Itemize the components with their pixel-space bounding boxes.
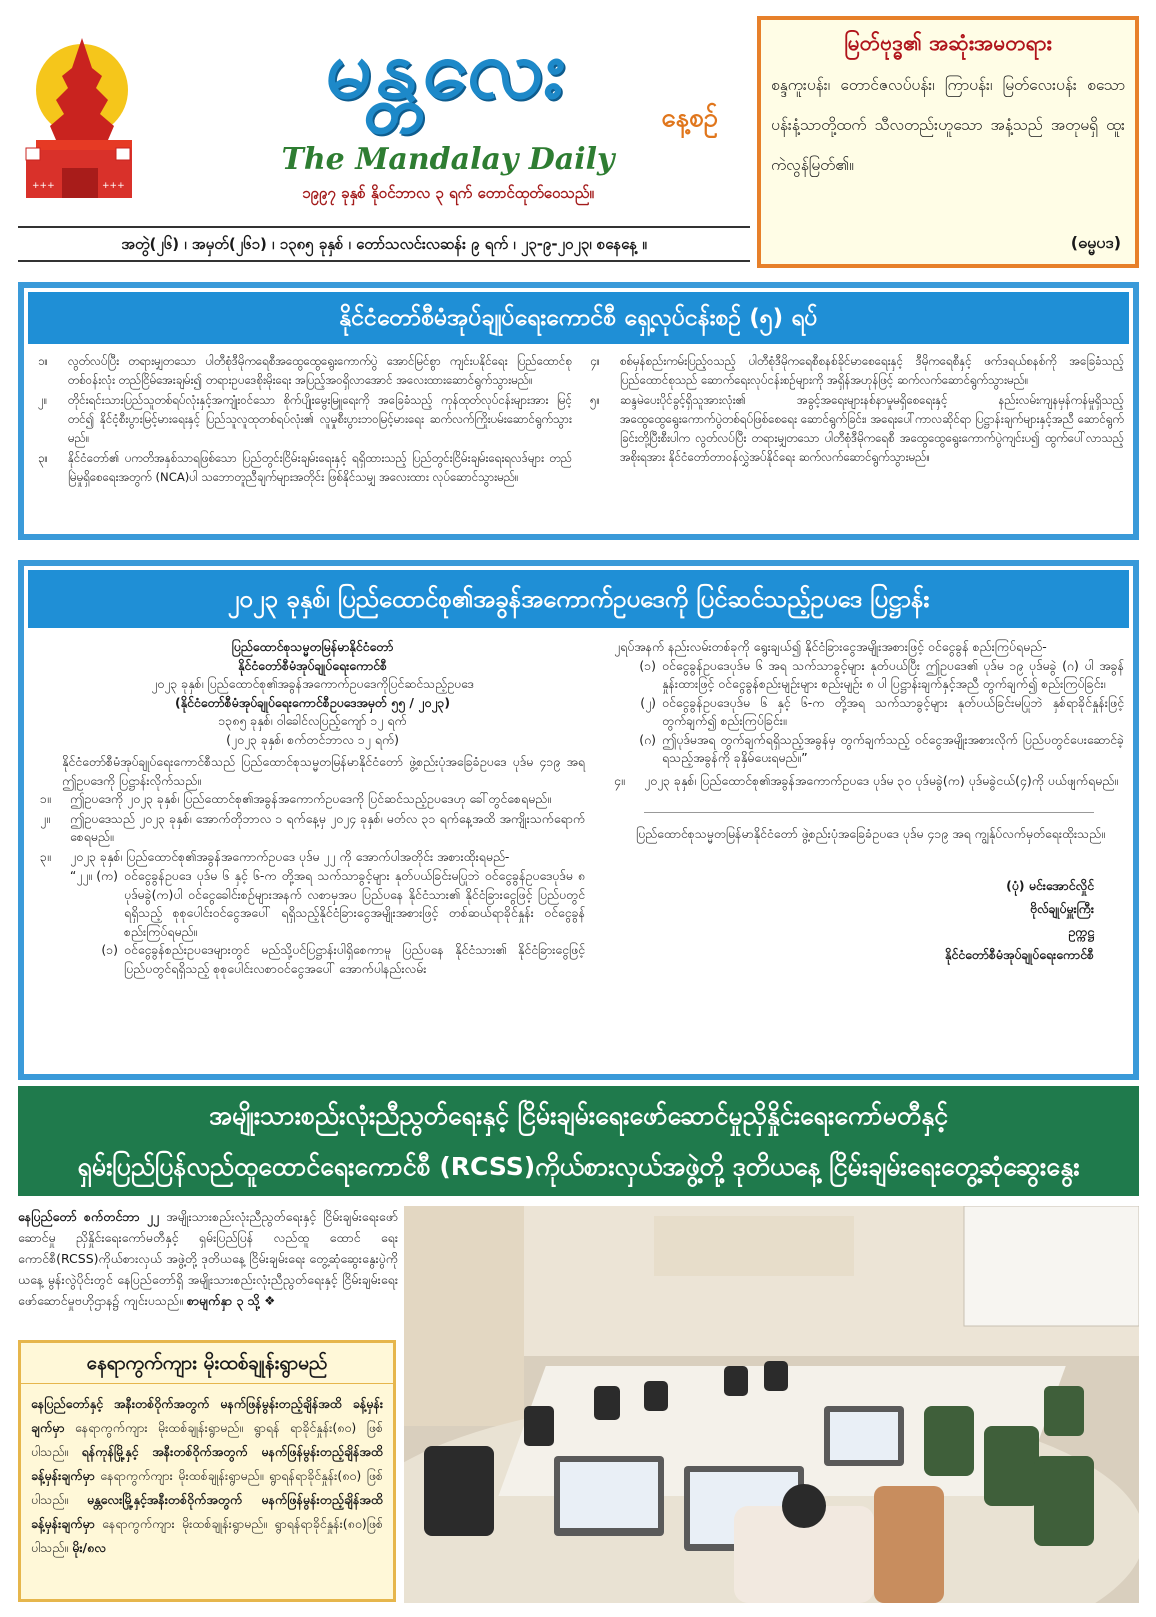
objective-text: လွတ်လပ်ပြီး တရားမျှတသော ပါတီစုံဒီမိုကရေစီအထွေထွေရွေးကောက်ပွဲ အောင်မြင်စွာ ကျင်းပနိုင်ရေး ပြည်ထောင်စုတစ်ဝန်းလုံး တည်ငြိမ်အေးချမ်း၍ တရားဥပဒေစိုးမိုးရေး အပြည့်အဝရှိလာအောင် အလေးထားဆောင်ရွက်သွားမည်။ bbox=[68, 354, 572, 387]
law-subclause bbox=[614, 694, 1124, 731]
law-signature-line: ဥက္ကဋ္ဌ bbox=[1068, 923, 1094, 939]
law-heading-line: နိုင်ငံတော်စီမံအုပ်ချုပ်ရေးကောင်စီ bbox=[237, 657, 388, 673]
law-title: ၂၀၂၃ ခုနှစ်၊ ပြည်ထောင်စု၏အခွန်အကောက်ဥပဒေကို ပြင်ဆင်သည့်ဥပဒေ ပြဋ္ဌာန်း bbox=[28, 570, 1129, 628]
law-section-item bbox=[40, 810, 585, 847]
objective-number: ၃။ bbox=[38, 451, 49, 465]
law-continuation: ၂ရပ်အနက် နည်းလမ်းတစ်ခုကို ရွေးချယ်၍ နိုင်ငံခြားငွေအမျိုးအစားဖြင့် ဝင်ငွေခွန် စည်းကြပ်ရမည်- bbox=[614, 639, 1047, 654]
law-section-item bbox=[40, 848, 585, 867]
law-section-number: ၂။ bbox=[40, 810, 50, 826]
law-signature-line: နိုင်ငံတော်စီမံအုပ်ချုပ်ရေးကောင်စီ bbox=[944, 946, 1094, 962]
headline-line-1: အမျိုးသားစည်းလုံးညီညွတ်ရေးနှင့် ငြိမ်းချမ်းရေးဖော်ဆောင်မှုညှိနှိုင်းရေးကော်မတီနှင့် bbox=[209, 1101, 948, 1130]
proverb-body: စန္ဒကူးပန်း၊ တောင်ဇလပ်ပန်း၊ ကြာပန်း၊ မြတ်လေးပန်း စသော ပန်းနံ့သာတို့ထက် သီလတည်းဟူသော အနံ့သည် အတုမရှိ ထူးကဲလွန်မြတ်၏။ bbox=[771, 76, 1125, 174]
law-section-item bbox=[40, 790, 585, 809]
proverb-title: မြတ်ဗုဒ္ဓ၏ အဆုံးအမတရား bbox=[844, 31, 1052, 55]
objective-item bbox=[38, 352, 572, 390]
objective-item bbox=[590, 391, 1124, 467]
law-quote-text: ဝင်ငွေခွန်ဥပဒေ ပုဒ်မ ၆ နှင့် ၆-က တို့အရ သက်သာခွင့်များ နုတ်ပယ်ခြင်းမပြုဘဲ ဝင်ငွေခွန်ဥပဒေပုဒ်မ ၈ ပုဒ်မခွဲ(က)ပါ ဝင်ငွေခေါင်းစဉ်များအနက် လစာမှအပ ပြည်ပနေ နိုင်ငံသား၏ နိုင်ငံခြားငွေဖြင့် ပြည်ပတွင်ရရှိသည့် စုစုပေါင်းဝင်ငွေအပေါ် ရရှိသည့်နိုင်ငံခြားငွေအမျိုးအစားဖြင့် တစ်ဆယ်ရာခိုင်နှုန်း ဝင်ငွေခွန်စည်းကြပ်ရမည်။ bbox=[124, 868, 585, 939]
objective-text: နိုင်ငံတော်၏ ပကတိအနှစ်သာရဖြစ်သော ပြည်တွင်းငြိမ်းချမ်းရေးနှင့် ရရှိထားသည့် ပြည်တွင်းငြိမ်းချမ်းရေးရလဒ်များ တည်မြဲမှုရှိစေရေးအတွက် (NCA)ပါ သဘောတူညီချက်များအတိုင်း ဖြစ်နိုင်သမျှ အလေးထား လုပ်ဆောင်သွားမည်။ bbox=[68, 451, 572, 484]
svg-text:+++: +++ bbox=[102, 181, 125, 191]
law-left-column bbox=[40, 638, 585, 978]
lead-headline bbox=[18, 1086, 1139, 1196]
lead-dateline: နေပြည်တော် စက်တင်ဘာ ၂၂ bbox=[18, 1209, 160, 1224]
weather-segment: နေရာကွက်ကျား မိုးထစ်ချုန်းရွာမည်။ ရွာရန်ရာခိုင်နှုန်း(၈၀)ဖြစ်ပါသည်။ bbox=[31, 1516, 383, 1555]
svg-text:+++: +++ bbox=[32, 181, 55, 191]
objectives-section bbox=[18, 282, 1139, 540]
masthead bbox=[148, 14, 748, 214]
law-signature-line: ဗိုလ်ချုပ်မှူးကြီး bbox=[1029, 900, 1094, 916]
law-heading-line: ပြည်ထောင်စုသမ္မတမြန်မာနိုင်ငံတော် bbox=[231, 639, 394, 654]
law-section-number: ၃။ bbox=[40, 848, 51, 864]
law-heading-line: ၂၀၂၃ ခုနှစ်၊ ပြည်ထောင်စု၏အခွန်အကောက်ဥပဒေကိုပြင်ဆင်သည့်ဥပဒေ bbox=[151, 676, 474, 691]
weather-title: နေရာကွက်ကျား မိုးထစ်ချုန်းရွာမည် bbox=[21, 1343, 393, 1384]
objective-text: ဆန္ဒမဲပေးပိုင်ခွင့်ရှိသူအားလုံး၏ အခွင့်အရေးများနစ်နာမှုမရှိစေရေးနှင့် နည်းလမ်းကျနမှန်ကန်မှုရှိသည့် အထွေထွေရွေးကောက်ပွဲတစ်ရပ်ဖြစ်စေရေး ဆောင်ရွက်ခြင်း၊ အရေးပေါ်ကာလဆိုင်ရာ ပြဋ္ဌာန်းချက်များနှင့်အညီ ဆောင်ရွက်ခြင်းတို့ပြီးစီးပါက လွတ်လပ်ပြီး တရားမျှတသော ပါတီစုံဒီမိုကရေစီ အထွေထွေရွေးကောက်ပွဲကျင်းပ၍ ထွက်ပေါ်လာသည့်အစိုးရအား နိုင်ငံတော်တာဝန်လွှဲအပ်နိုင်ရေး ဆက်လက်ဆောင်ရွက်သွားမည်။ bbox=[620, 393, 1124, 464]
law-intro: နိုင်ငံတော်စီမံအုပ်ချုပ်ရေးကောင်စီသည် ပြည်ထောင်စုသမ္မတမြန်မာနိုင်ငံတော် ဖွဲ့စည်းပုံအခြေခံဥပဒေ ပုဒ်မ ၄၁၉ အရ ဤဥပဒေကို ပြဋ္ဌာန်းလိုက်သည်။ bbox=[62, 754, 585, 788]
mandalay-palace-emblem-icon bbox=[22, 28, 134, 204]
law-subclause-text: ဝင်ငွေခွန်ဥပဒေပုဒ်မ ၆ နှင့် ၆-က တို့အရ သက်သာခွင့်များ နုတ်ပယ်ခြင်းမပြုဘဲ နှစ်ရာခိုင်နှုန်းဖြင့် တွက်ချက်၍ စည်းကြပ်ခြင်း။ bbox=[662, 694, 1124, 728]
law-section-text: ၂၀၂၃ ခုနှစ်၊ ပြည်ထောင်စု၏အခွန်အကောက်ဥပဒေ ပုဒ်မ ၃၀ ပုဒ်မခွဲ(က) ပုဒ်မခွဲငယ်(၄)ကို ပယ်ဖျက်ရမည်။ bbox=[644, 772, 1118, 788]
objective-item bbox=[38, 391, 572, 448]
law-subclause-number: (ဂ) bbox=[639, 731, 656, 747]
objective-number: ၂။ bbox=[38, 393, 48, 407]
objective-number: ၄။ bbox=[590, 354, 601, 368]
weather-segment: မန္တလေးမြို့နှင့်အနီးတစ်ဝိုက်အတွက် မနက်ဖြန်မွန်းတည့်ချိန်အထိ ခန့်မှန်းချက်မှာ bbox=[31, 1492, 383, 1531]
law-section-number: ၄။ bbox=[614, 772, 625, 788]
law-subclause bbox=[614, 731, 1124, 768]
law-subclause-text: ဤပုဒ်မအရ တွက်ချက်ရရှိသည့်အခွန်မှ တွက်ချက်သည့် ဝင်ငွေအမျိုးအစားလိုက် ပြည်ပတွင်ပေးဆောင်ခဲ့ရသည့်အခွန်ကို ခုနှိမ်ပေးရမည်။” bbox=[662, 731, 1124, 765]
objective-item bbox=[590, 352, 1124, 390]
law-subclause bbox=[40, 941, 585, 978]
law-signature-line: (ပုံ) မင်းအောင်လှိုင် bbox=[1006, 877, 1094, 893]
weather-segment: မိုး/၈လ bbox=[72, 1540, 106, 1555]
masthead-founded-line: ၁၉၉၇ ခုနှစ် နိုဝင်ဘာလ ၃ ရက် တောင်ထုတ်ဝေသည်။ bbox=[302, 184, 594, 202]
law-section-text: ၂၀၂၃ ခုနှစ်၊ ပြည်ထောင်စု၏အခွန်အကောက်ဥပဒေ ပုဒ်မ ၂၂ ကို အောက်ပါအတိုင်း အစားထိုးရမည်- bbox=[70, 848, 510, 864]
proverb-source: (ဓမ္မပဒ) bbox=[1070, 233, 1121, 252]
lead-text: အမျိုးသားစည်းလုံးညီညွတ်ရေးနှင့် ငြိမ်းချမ်းရေးဖော်ဆောင်မှု ညှိနှိုင်းရေးကော်မတီနှင့် ရှမ်းပြည်ပြန် လည်ထူ ထောင် ရေးကောင်စီ(RCSS)ကိုယ်စားလှယ် အဖွဲ့တို့ ဒုတိယနေ့ ငြိမ်းချမ်းရေး တွေ့ဆုံဆွေးနွေးပွဲကို ယနေ့ မွန်းလွဲပိုင်းတွင် နေပြည်တော်ရှိ အမျိုးသားစည်းလုံးညီညွတ်ရေးနှင့် ငြိမ်းချမ်းရေးဖော်ဆောင်မှုဗဟိုဌာန၌ ကျင်းပသည်။ bbox=[18, 1209, 398, 1308]
masthead-suffix: နေ့စဉ် bbox=[661, 103, 718, 133]
objectives-right-column bbox=[590, 352, 1124, 468]
lead-continued-link[interactable]: စာမျက်နှာ ၃ သို့ ❖ bbox=[186, 1293, 276, 1308]
law-heading-line: ၁၃၈၅ ခုနှစ်၊ ဝါခေါင်လပြည့်ကျော် ၁၂ ရက် bbox=[218, 713, 407, 728]
proverb-box bbox=[757, 16, 1139, 268]
objectives-title: နိုင်ငံတော်စီမံအုပ်ချုပ်ရေးကောင်စီ ရှေ့လုပ်ငန်းစဉ် (၅) ရပ် bbox=[28, 292, 1129, 344]
law-quote-item bbox=[40, 867, 585, 941]
law-heading-line: (နိုင်ငံတော်စီမံအုပ်ချုပ်ရေးကောင်စီဥပဒေအမှတ် ၅၅ / ၂၀၂၃) bbox=[174, 694, 451, 710]
lead-story bbox=[18, 1206, 398, 1336]
objectives-left-column bbox=[38, 352, 572, 488]
objective-text: တိုင်းရင်းသားပြည်သူတစ်ရပ်လုံးနှင့်အကျုံးဝင်သော စိုက်ပျိုးမွေးမြူရေးကို အခြေခံသည့် ကုန်ထုတ်လုပ်ငန်းများအား မြင့်တင်၍ နိုင်ငံ့စီးပွားမြင့်မားရေးနှင့် ပြည်သူလူထုတစ်ရပ်လုံး၏ လူမှုစီးပွားဘဝမြင့်မားရေး ဆက်လက်ကြိုးပမ်းဆောင်ရွက်သွားမည်။ bbox=[68, 393, 572, 445]
masthead-title: မန္တလေး bbox=[321, 21, 575, 117]
weather-segment: ရန်ကုန်မြို့နှင့် အနီးတစ်ဝိုက်အတွက် မနက်ဖြန်မွန်းတည့်ချိန်အထိ ခန့်မှန်းချက်မှာ bbox=[31, 1444, 383, 1483]
law-quote-number: “၂၂။ (က) bbox=[69, 868, 118, 883]
weather-segment: နေရာကွက်ကျား မိုးထစ်ချုန်းရွာမည်။ ရွာရန်ရာခိုင်နှုန်း(၈၀) ဖြစ်ပါသည်။ bbox=[31, 1468, 383, 1507]
law-subclause-number: (၁) bbox=[639, 657, 656, 673]
law-subclause-text: ဝင်ငွေခွန်ဥပဒေပုဒ်မ ၆ အရ သက်သာခွင့်များ နုတ်ပယ်ပြီး ဤဥပဒေ၏ ပုဒ်မ ၁၉ ပုဒ်မခွဲ (ဂ) ပါ အခွန်နှုန်းထားဖြင့် ဝင်ငွေခွန်စည်းမျဉ်းများ စည်းမျဉ်း ၈ ပါ ပြဋ္ဌာန်းချက်နှင့်အညီ တွက်ချက်၍ စည်းကြပ်ခြင်း၊ bbox=[662, 657, 1124, 691]
law-subclause-number: (၁) bbox=[101, 942, 118, 957]
issue-info-bar: အတွဲ(၂၆) ၊ အမှတ်(၂၆၁) ၊ ၁၃၈၅ ခုနှစ် ၊ တော်သလင်းလဆန်း ၉ ရက် ၊ ၂၃-၉-၂၀၂၃၊ စနေနေ့ ။ bbox=[18, 226, 750, 262]
weather-segment: နေရာကွက်ကျား မိုးထစ်ချုန်းရွာမည်။ ရွာရန် ရာခိုင်နှုန်း(၈၀) ဖြစ်ပါသည်။ bbox=[31, 1420, 383, 1459]
law-section-item bbox=[614, 772, 1124, 791]
law-right-column bbox=[614, 638, 1124, 966]
law-heading-line: (၂၀၂၃ ခုနှစ်၊ စက်တင်ဘာလ ၁၂ ရက်) bbox=[226, 731, 399, 747]
headline-line-2: ရှမ်းပြည်ပြန်လည်ထူထောင်ရေးကောင်စီ (RCSS)ကိုယ်စားလှယ်အဖွဲ့တို့ ဒုတိယနေ့ ငြိမ်းချမ်းရေးတွေ့ဆုံဆွေးနွေး bbox=[77, 1152, 1080, 1181]
objective-number: ၅။ bbox=[590, 393, 601, 407]
law-subclause bbox=[614, 657, 1124, 694]
objective-text: စစ်မှန်စည်းကမ်းပြည့်ဝသည့် ပါတီစုံဒီမိုကရေစီစနစ်ခိုင်မာစေရေးနှင့် ဒီမိုကရေစီနှင့် ဖက်ဒရယ်စနစ်ကို အခြေခံသည့် ပြည်ထောင်စုသည် ဆောက်ရေးလုပ်ငန်းစဉ်များကို အရှိန်အဟုန်ဖြင့် ဆက်လက်ဆောင်ရွက်သွားမည်။ bbox=[620, 354, 1124, 387]
masthead-english-title: The Mandalay Daily bbox=[281, 142, 615, 177]
law-subclause-number: (၂) bbox=[640, 694, 656, 710]
objective-number: ၁။ bbox=[38, 354, 49, 368]
law-closing: ပြည်ထောင်စုသမ္မတမြန်မာနိုင်ငံတော် ဖွဲ့စည်းပုံအခြေခံဥပဒေ ပုဒ်မ ၄၁၉ အရ ကျွန်ုပ်လက်မှတ်ရေးထိုးသည်။ bbox=[636, 826, 1105, 841]
law-section bbox=[18, 560, 1139, 1080]
law-divider bbox=[644, 812, 1094, 813]
law-subclause-text: ဝင်ငွေခွန်စည်းဥပဒေများတွင် မည်သို့ပင်ပြဋ္ဌာန်းပါရှိစေကာမူ ပြည်ပနေ နိုင်ငံသား၏ နိုင်ငံခြားငွေဖြင့် ပြည်ပတွင်ရရှိသည့် စုစုပေါင်းလစာဝင်ငွေအပေါ် အောက်ပါနည်းလမ်း bbox=[124, 942, 585, 976]
law-section-number: ၁။ bbox=[40, 791, 51, 806]
weather-body bbox=[21, 1384, 393, 1568]
law-section-text: ဤဥပဒေကို ၂၀၂၃ ခုနှစ်၊ ပြည်ထောင်စု၏အခွန်အကောက်ဥပဒေကို ပြင်ဆင်သည့်ဥပဒေဟု ခေါ်တွင်စေရမည်။ bbox=[70, 791, 551, 806]
objective-item bbox=[38, 449, 572, 487]
weather-box bbox=[18, 1340, 396, 1602]
weather-segment: နေပြည်တော်နှင့် အနီးတစ်ဝိုက်အတွက် မနက်ဖြန်မွန်းတည့်ချိန်အထိ ခန့်မှန်းချက်မှာ bbox=[31, 1396, 383, 1435]
meeting-room-photo bbox=[404, 1206, 1139, 1603]
law-section-text: ဤဥပဒေသည် ၂၀၂၃ ခုနှစ်၊ အောက်တိုဘာလ ၁ ရက်နေ့မှ ၂၀၂၄ ခုနှစ်၊ မတ်လ ၃၁ ရက်နေ့အထိ အကျိုးသက်ရောက်စေရမည်။ bbox=[70, 810, 585, 844]
